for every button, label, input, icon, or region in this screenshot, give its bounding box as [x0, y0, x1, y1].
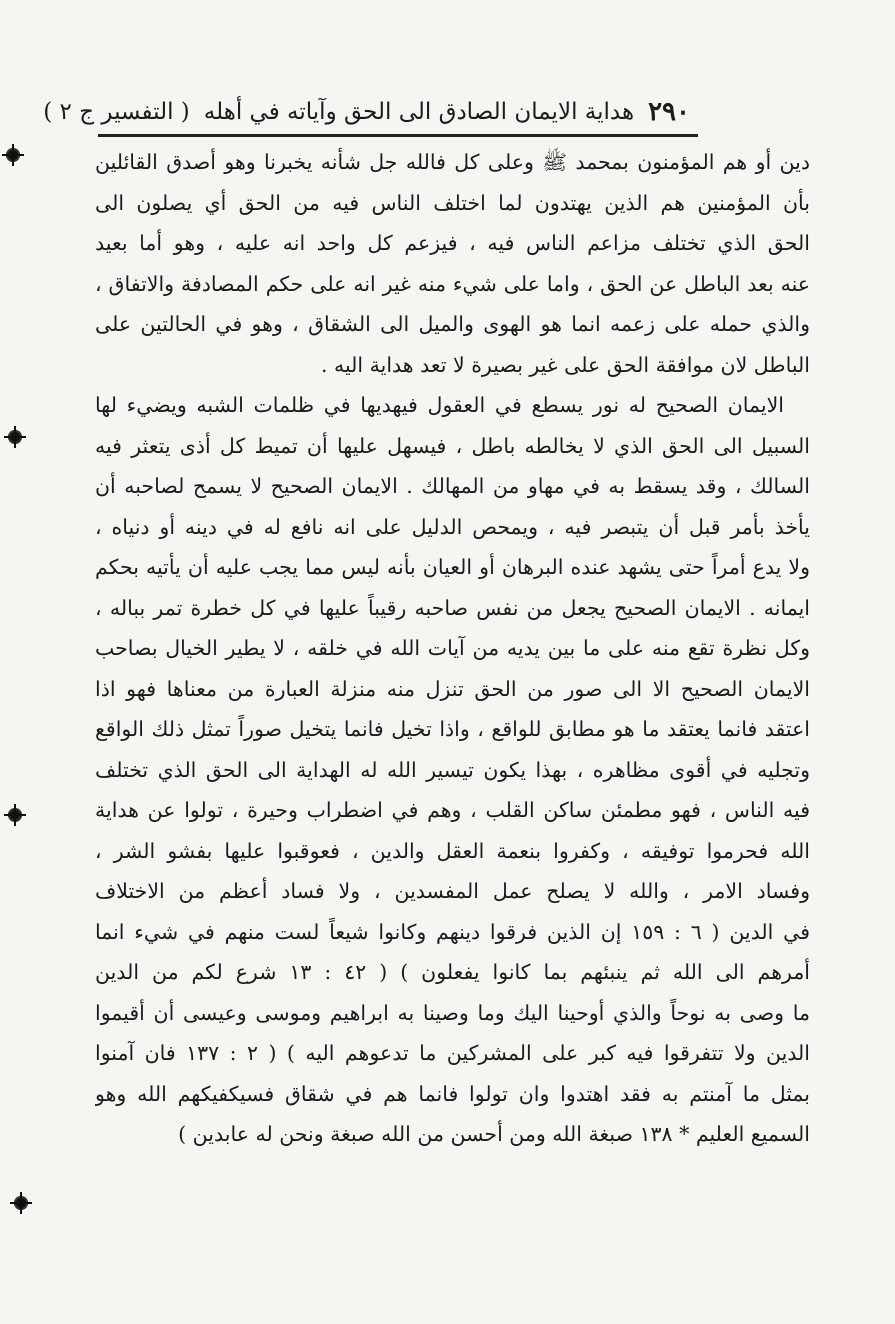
text-line: ولا يدع أمراً حتى يشهد عنده البرهان أو العيان بأنه ليس مما يجب عليه أن يأتيه بحكم — [95, 555, 810, 579]
page-number: ٢٩٠ — [648, 97, 690, 127]
body-text — [95, 142, 810, 1155]
text-line: وكل نظرة تقع منه على ما بين يديه من آيات الله في خلقه ، لا يطير الخيال بصاحب — [95, 636, 810, 660]
margin-ornament-icon — [14, 1196, 28, 1210]
text-line: والذي حمله على زعمه انما هو الهوى والميل الى الشقاق ، وهو في الحالتين على — [95, 312, 810, 336]
margin-ornament-icon — [6, 148, 20, 162]
running-header — [43, 92, 690, 132]
text-line: الله فحرموا توفيقه ، وكفروا بنعمة العقل والدين ، فعوقبوا عليها بفشو الشر ، — [95, 838, 810, 863]
text-line: السبيل الى الحق الذي لا يخالطه باطل ، فيسهل عليها أن تميط كل أذى يتعثر فيه — [95, 433, 810, 458]
text-line: بمثل ما آمنتم به فقد اهتدوا وان تولوا فانما هم في شقاق فسيكفيكهم الله وهو — [95, 1081, 810, 1106]
header-rule — [98, 134, 698, 137]
text-line: فيه الناس ، فهو مطمئن ساكن القلب ، وهم في اضطراب وحيرة ، تولوا عن هداية — [95, 798, 810, 822]
text-line: عنه بعد الباطل عن الحق ، واما على شيء منه غير انه على حكم المصادفة والاتفاق ، — [95, 271, 810, 296]
text-line: يأخذ بأمر قبل أن يتبصر فيه ، ويمحص الدليل على انه نافع له في دينه أو دنياه ، — [95, 514, 810, 539]
margin-ornament-icon — [8, 808, 22, 822]
text-line: الدين ولا تتفرقوا فيه كبر على المشركين ما تدعوهم اليه ) ( ٢ : ١٣٧ فان آمنوا — [95, 1041, 810, 1065]
text-line: في الدين ( ٦ : ١٥٩ إن الذين فرقوا دينهم وكانوا شيعاً لست منهم في شيء انما — [95, 919, 810, 944]
text-line: السميع العليم * ١٣٨ صبغة الله ومن أحسن من الله صبغة ونحن له عابدين ) — [178, 1122, 810, 1146]
text-line: اعتقد فانما يعتقد ما هو مطابق للواقع ، واذا تخيل فانما يتخيل صوراً تمثل ذلك الواقع — [95, 717, 810, 741]
text-line: بأن المؤمنين هم الذين يهتدون لما اختلف الناس فيه من الحق أي يصلون الى — [95, 190, 810, 215]
text-line: ما وصى به نوحاً والذي أوحينا اليك وما وصينا به ابراهيم وموسى وعيسى أن أقيموا — [95, 1000, 810, 1025]
text-line: أمرهم الى الله ثم ينبئهم بما كانوا يفعلون ) ( ٤٢ : ١٣ شرع لكم من الدين — [95, 960, 810, 984]
text-line: الايمان الصحيح له نور يسطع في العقول فيهديها في ظلمات الشبه ويضيء لها — [95, 393, 784, 417]
header-title: هداية الايمان الصادق الى الحق وآياته في أهله — [203, 99, 635, 125]
text-line: الباطل لان موافقة الحق على غير بصيرة لا تعد هداية اليه . — [320, 352, 810, 377]
text-line: ايمانه . الايمان الصحيح يجعل من نفس صاحبه رقيباً عليها في كل خطرة تمر بباله ، — [95, 595, 810, 620]
text-line: الحق الذي تختلف مزاعم الناس فيه ، فيزعم كل واحد انه عليه ، وهو أما بعيد — [95, 231, 810, 255]
header-section: ( التفسير ج ٢ ) — [43, 99, 190, 125]
text-line: وتجليه في أقوى مظاهره ، بهذا يكون تيسير الله له الهداية الى الحق الذي تختلف — [95, 757, 810, 782]
text-line: السالك ، وقد يسقط به في مهاو من المهالك . الايمان الصحيح لا يسمح لصاحبه أن — [95, 474, 810, 498]
text-line: وفساد الامر ، والله لا يصلح عمل المفسدين ، ولا فساد أعظم من الاختلاف — [95, 879, 810, 903]
margin-ornament-icon — [8, 430, 22, 444]
text-line: الايمان الصحيح الا الى صور من الحق تنزل منه منزلة العبارة من معناها فهو اذا — [95, 676, 810, 701]
text-line: دين أو هم المؤمنون بمحمد ﷺ وعلى كل فالله جل شأنه يخبرنا وهو أصدق القائلين — [95, 150, 810, 174]
